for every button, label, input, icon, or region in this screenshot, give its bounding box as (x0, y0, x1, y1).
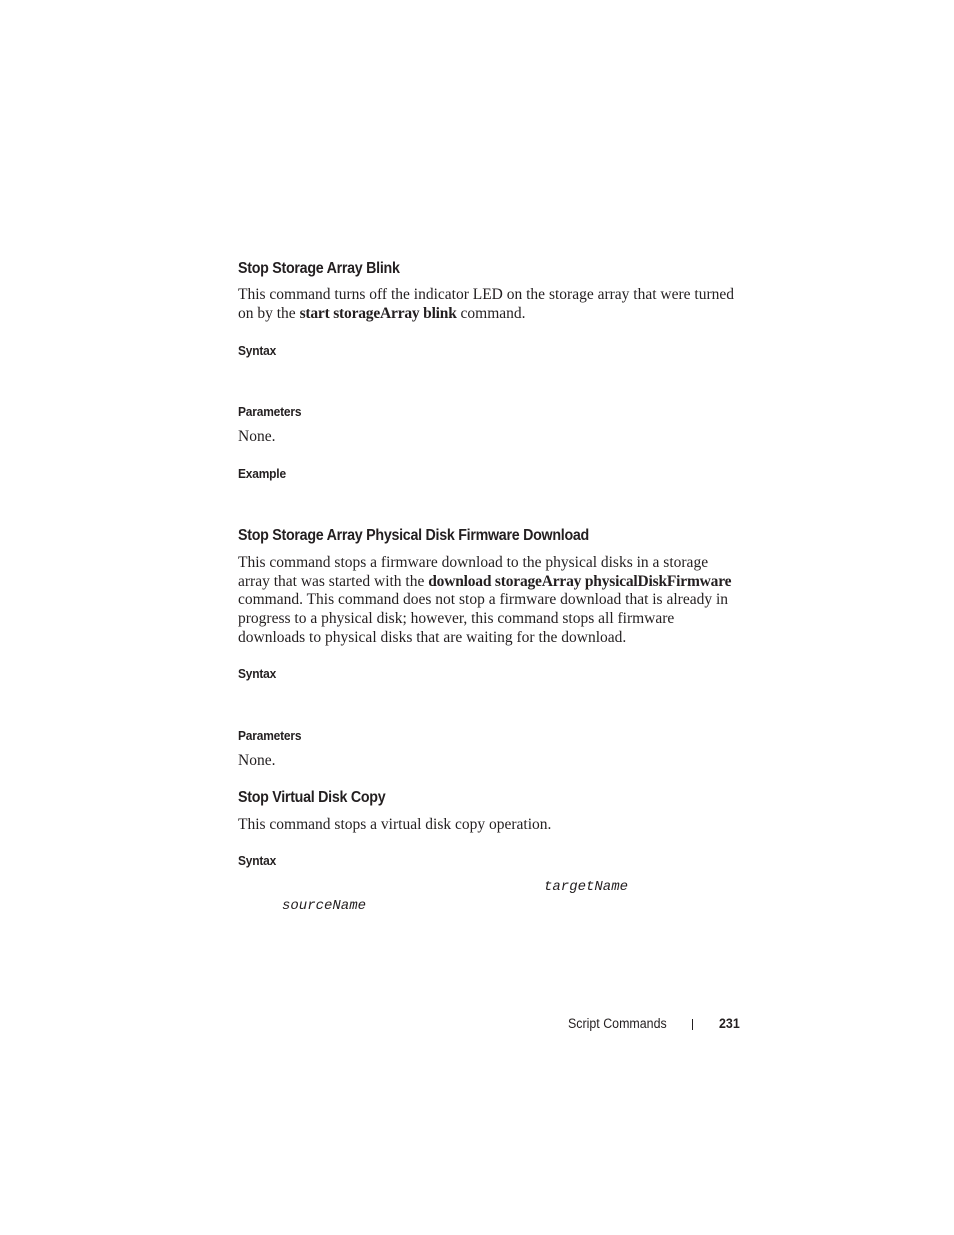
parameters-label: Parameters (238, 728, 302, 743)
example-label: Example (238, 466, 286, 481)
footer-separator (692, 1019, 693, 1030)
description-text: command. (456, 304, 526, 322)
syntax-param-source-name: sourceName (282, 898, 367, 914)
section-heading-stop-physical-disk-firmware-download: Stop Storage Array Physical Disk Firmware Download (238, 527, 589, 544)
footer-chapter-label: Script Commands (568, 1016, 667, 1031)
command-name: start storageArray blink (299, 304, 457, 322)
description-text: command. This command does not stop a firmware download that is already in progress to a physical disk; however, this command stops all firmware downloads to physical disks that are waiting for the download. (238, 591, 729, 646)
section-description: This command stops a virtual disk copy operation. (238, 816, 552, 833)
description-text: This command turns off the indicator LED on the storage array that were turned on by the (238, 286, 734, 322)
parameters-label: Parameters (238, 404, 302, 419)
page-number: 231 (719, 1016, 740, 1031)
syntax-param-target-name: targetName (544, 879, 629, 895)
parameters-value: None. (238, 428, 276, 445)
syntax-label: Syntax (238, 853, 277, 868)
syntax-label: Syntax (238, 666, 277, 681)
section-description (238, 554, 738, 648)
section-description (238, 286, 748, 323)
section-heading-stop-storage-array-blink: Stop Storage Array Blink (238, 260, 400, 277)
description-text: This command stops a firmware download to the physical disks in a storage array that was started with the (238, 554, 709, 590)
syntax-label: Syntax (238, 343, 277, 358)
parameters-value: None. (238, 752, 276, 769)
section-heading-stop-virtual-disk-copy: Stop Virtual Disk Copy (238, 789, 386, 806)
command-name: download storageArray physicalDiskFirmware (428, 572, 732, 590)
